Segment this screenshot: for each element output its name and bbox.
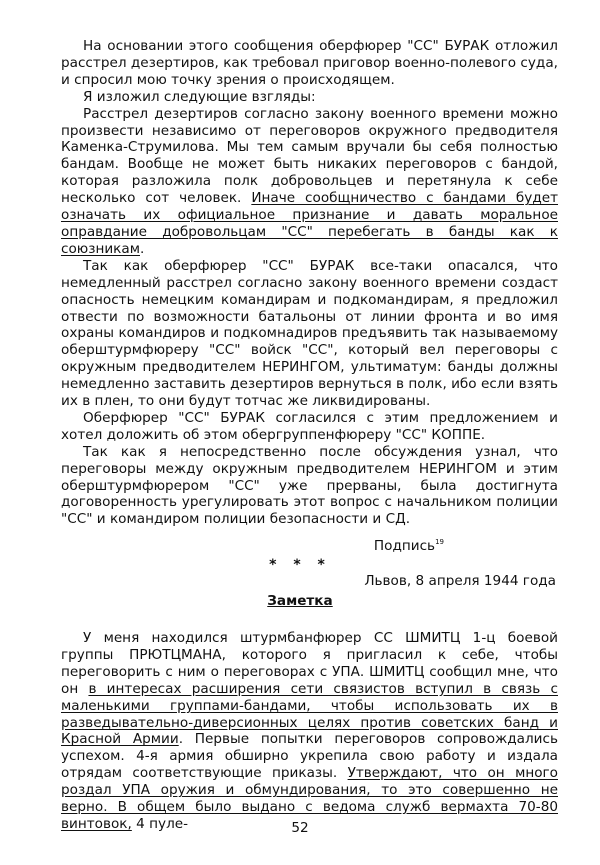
signature-line [61,534,558,555]
underlined-passage-3: Утверждают, что он много роздал УПА оружия и обмундирования, то это совершенно не верно. В общем было выдано с ведома служб вермахта 70-80 винтовок, [61,765,558,832]
paragraph-7-end: 4 пуле- [131,815,189,832]
paragraph-3 [61,106,558,258]
paragraph-7-text: У меня находился штурмбанфюрер СС ШМИТЦ 1-ц боевой группы ПРЮТЦМАНА, которого я пригласил к себе, чтобы переговорить с ним о переговорах с УПА. ШМИТЦ сообщил мне, что он [61,630,558,697]
paragraph-6: Так как я непосредственно после обсуждения узнал, что переговоры между окружным предводителем НЕРИНГОМ и этим оберштурмфюрером "СС" уже прерваны, была достигнута договоренность урегулировать этот вопрос с начальником полиции "СС" и командиром полиции безопасности и СД. [61,443,558,528]
paragraph-1: На основании этого сообщения оберфюрер "СС" БУРАК отложил расстрел дезертиров, как требовал приговор военно-полевого суда, и спросил мою точку зрения о происходящем. [61,38,558,88]
paragraph-2: Я изложил следующие взгляды: [83,88,316,105]
signature-text: Подпись [373,538,436,555]
paragraph-7 [61,630,558,833]
paragraph-5: Оберфюрер "СС" БУРАК согласился с этим предложением и хотел доложить об этом обергруппенфюреру "СС" КОППЕ. [61,409,558,443]
underlined-passage-1: Иначе сообщничество с бандами будет означать их официальное признание и давать моральное оправдание добровольцам "СС" перебегать в банды как к союзникам [61,190,559,257]
note-body [61,630,558,833]
paragraph-3-text: Расстрел дезертиров согласно закону военного времени можно произвести независимо от переговоров окружного предводителя Каменка-Струмилова. Мы тем самым вручали бы себя полностью бандам. Вообще не может быть никаких переговоров с бандой, которая разложила полк добровольцев и перетянула к себе несколько сот человек. [61,105,558,207]
underlined-passage-2: в интересах расширения сети связистов вступил в связь с маленькими группами-бандами, чтобы использовать их в разведывательно-диверсионных целях против советских банд и Красной Армии [61,680,558,748]
paragraph-3-end: . [139,240,145,257]
document-title: Заметка [267,593,333,609]
page-number: 52 [291,820,309,836]
document-date: Львов, 8 апреля 1944 года [364,573,556,589]
letter-body [61,38,558,555]
section-separator: * * * [269,557,331,573]
paragraph-7-middle: . Первые попытки переговоров сопровождались успехом. 4-я армия обширно укрепила свою работу и издала отрядам соответствующие приказы. [61,731,558,782]
footnote-marker: 19 [435,538,444,547]
paragraph-4: Так как оберфюрер "СС" БУРАК все-таки опасался, что немедленный расстрел согласно закону военного времени создаст опасность немецким командирам и подкомандирам, я предложил отвести по возможности батальоны от линии фронта и во имя охраны командиров и подкомнадиров предъявить так называемому оберштурмфюреру "СС" войск "СС", который вел переговоры с окружным предводителем НЕРИНГОМ, ультиматум: банды должны немедленно заставить дезертиров вернуться в полк, ибо если взять их в плен, то они будут тотчас же ликвидированы. [61,257,558,410]
